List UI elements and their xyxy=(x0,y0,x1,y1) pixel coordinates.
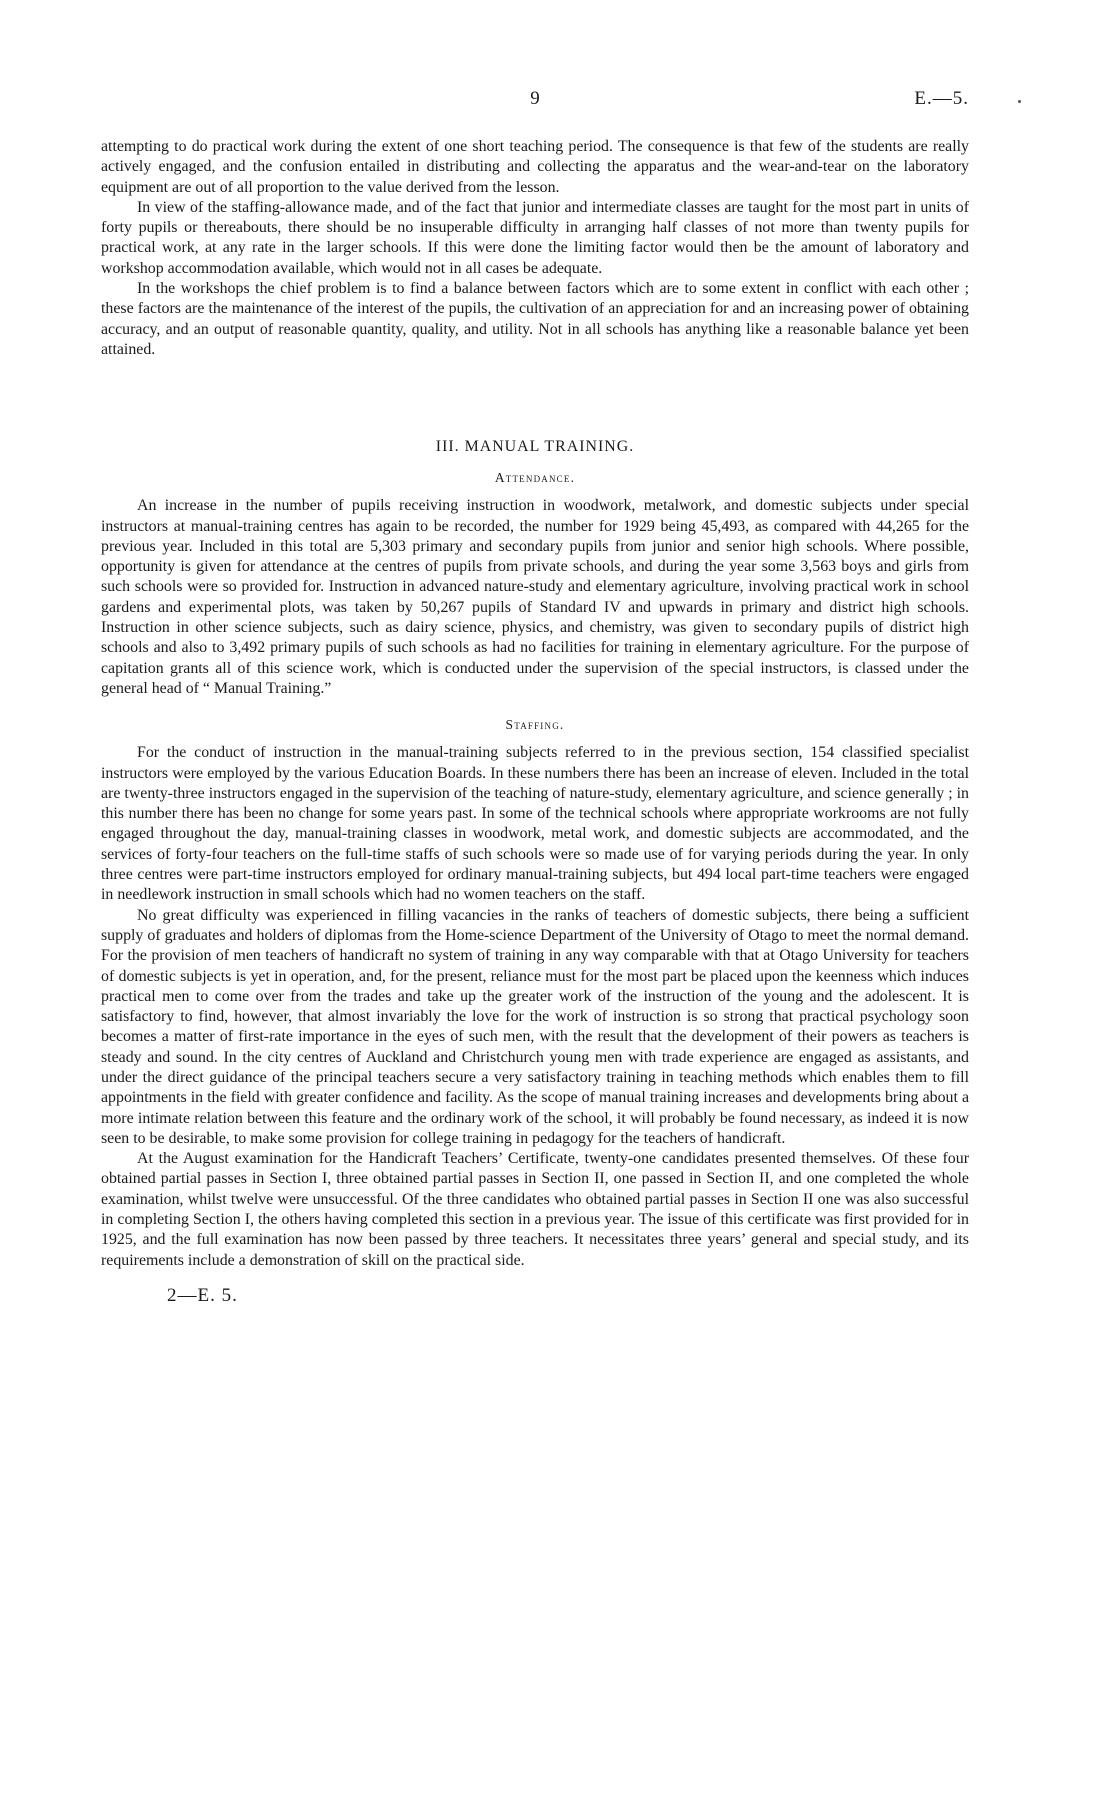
paragraph-attendance: An increase in the number of pupils receiving instruction in woodwork, metalwork, and domestic subjects under special instructors at manual-training centres has again to be recorded, the number for 1929 being 45,493, as compared with 44,265 for the previous year. Included in this total are 5,303 primary and secondary pupils from junior and senior high schools. Where possible, opportunity is given for attendance at the centres of pupils from private schools, and during the year some 3,563 boys and girls from such schools were so provided for. Instruction in advanced nature-study and elementary agriculture, involving practical work in school gardens and experimental plots, was taken by 50,267 pupils of Standard IV and upwards in primary and district high schools. Instruction in other science subjects, such as dairy science, physics, and chemistry, was given to secondary pupils of district high schools and also to 3,492 primary pupils of such schools as had no facilities for training in elementary agriculture. For the purpose of capitation grants all of this science work, which is conducted under the supervision of the special instructors, is classed under the general head of “ Manual Training.” xyxy=(101,497,969,697)
signature-mark: 2—E. 5. xyxy=(167,1284,238,1306)
document-body xyxy=(101,137,969,1307)
document-reference: E.—5. xyxy=(914,88,969,109)
paragraph-continuation: attempting to do practical work during the extent of one short teaching period. The consequence is that few of the students are really actively engaged, and the confusion entailed in distributing and collecting the apparatus and the wear-and-tear on the laboratory equipment are out of all proportion to the value derived from the lesson. xyxy=(101,138,969,196)
paragraph-staffing-teachers: No great difficulty was experienced in filling vacancies in the ranks of teachers of domestic subjects, there being a sufficient supply of graduates and holders of diplomas from the Home-science Department of the University of Otago to meet the normal demand. For the provision of men teachers of handicraft no system of training in any way comparable with that at Otago University for teachers of domestic subjects is yet in operation, and, for the present, reliance must for the most part be placed upon the keenness which induces practical men to come over from the trades and take up the greater work of the instruction of the young and the adolescent. It is satisfactory to find, however, that almost invariably the love for the work of instruction is so strong that practical psychology soon becomes a matter of first-rate importance in the eyes of such men, with the result that the development of their powers as teachers is steady and sound. In the city centres of Auckland and Christchurch young men with trade experience are engaged as assistants, and under the direct guidance of the principal teachers secure a very satisfactory training in teaching methods which enables them to fill appointments in the field with greater confidence and facility. As the scope of manual training increases and developments bring about a more intimate relation between this feature and the ordinary work of the school, it will probably be found necessary, as indeed it is now seen to be desirable, to make some provision for college training in pedagogy for the teachers of handicraft. xyxy=(101,906,969,1147)
page-number: 9 xyxy=(530,88,540,109)
paragraph-staffing-certificate: At the August examination for the Handicraft Teachers’ Certificate, twenty-one candidates presented themselves. Of these four obtained partial passes in Section I, three obtained partial passes in Section II, one passed in Section II, and one completed the whole examination, whilst twelve were unsuccessful. Of the three candidates who obtained partial passes in Section II one was also successful in completing Section I, the others having completed this section in a previous year. The issue of this certificate was first provided for in 1925, and the full examination has now been passed by three teachers. It necessitates three years’ general and special study, and its requirements include a demonstration of skill on the practical side. xyxy=(101,1150,969,1269)
paragraph-workshops: In the workshops the chief problem is to find a balance between factors which are to some extent in conflict with each other ; these factors are the maintenance of the interest of the pupils, the cultivation of an appreciation for and an increasing power of obtaining accuracy, and an output of reasonable quantity, quality, and utility. Not in all schools has anything like a reasonable balance yet been attained. xyxy=(101,280,969,358)
section-title: III. MANUAL TRAINING. xyxy=(435,438,635,456)
printing-speck xyxy=(1018,100,1021,103)
staffing-heading: Staffing. xyxy=(505,717,565,733)
paragraph-staffing-allowance: In view of the staffing-allowance made, and of the fact that junior and intermediate classes are taught for the most part in units of forty pupils or thereabouts, there should be no insuperable difficulty in arranging half classes of not more than twenty pupils for practical work, at any rate in the larger schools. If this were done the limiting factor would then be the amount of laboratory and workshop accommodation available, which would not in all cases be adequate. xyxy=(101,198,969,277)
paragraph-staffing-instructors: For the conduct of instruction in the manual-training subjects referred to in the previous section, 154 classified specialist instructors were employed by the various Education Boards. In these numbers there has been an increase of eleven. Included in the total are twenty-three instructors engaged in the supervision of the teaching of nature-study, elementary agriculture, and science generally ; in this number there has been no change for some years past. In some of the technical schools where appropriate workrooms are not fully engaged throughout the day, manual-training classes in woodwork, metal work, and domestic subjects are accommodated, and the services of forty-four teachers on the full-time staffs of such schools were so made use of for varying periods during the year. In only three centres were part-time instructors employed for ordinary manual-training subjects, but 494 local part-time teachers were engaged in needlework instruction in small schools which had no women teachers on the staff. xyxy=(101,744,969,904)
page-header xyxy=(101,88,969,114)
attendance-heading: Attendance. xyxy=(494,470,576,486)
